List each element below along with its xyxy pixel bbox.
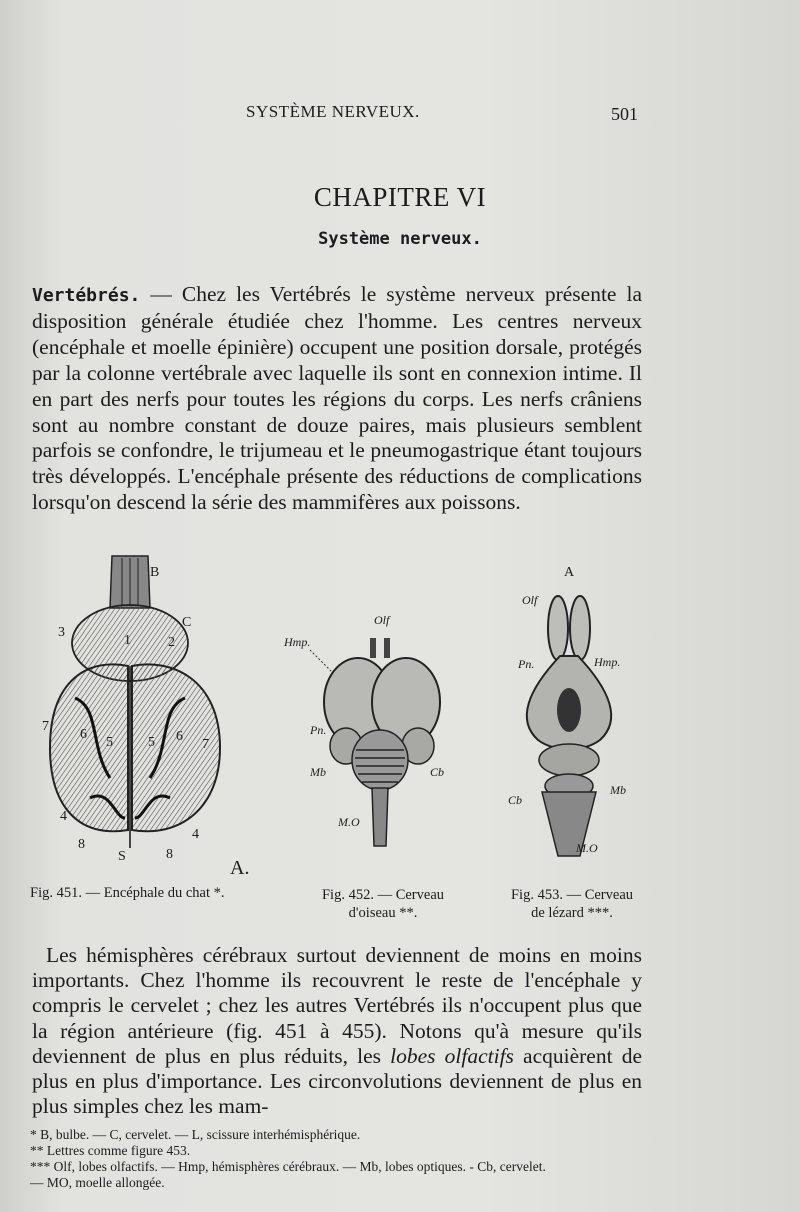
- label-Pn: Pn.: [310, 723, 327, 737]
- label-B: B: [150, 565, 160, 580]
- label-Hmp: Hmp.: [594, 655, 621, 669]
- paragraph-hemispheres: [32, 943, 642, 1119]
- label-Hmp: Hmp.: [284, 635, 311, 649]
- label-6-right: 6: [176, 729, 183, 744]
- footnote-3: *** Olf, lobes olfactifs. — Hmp, hémisphères cérébraux. — Mb, lobes optiques. - Cb, cervelet.: [30, 1159, 546, 1174]
- label-Mb: Mb: [610, 783, 626, 797]
- paragraph-text: — Chez les Vertébrés le système nerveux présente la disposition générale étudiée chez l'homme. Les centres nerveux (encéphale et moelle épinière) occupent une position dorsale, protégés par la colonne vertébrale avec laquelle ils sont en connexion intime. Il en part des nerfs pour toutes les régions du corps. Les nerfs crâniens sont au nombre constant de douze paires, mais plusieurs semblent parfois se confondre, le trijumeau et le pneumogastrique étant toujours très développés. L'encéphale présente des réductions de complications lorsqu'on descend la série des mammifères aux poissons.: [32, 282, 642, 515]
- label-Mb: Mb: [310, 765, 326, 779]
- label-8-right: 8: [166, 847, 173, 862]
- label-1: 1: [124, 633, 131, 648]
- label-Cb: Cb: [508, 793, 523, 807]
- figure-captions: [0, 876, 800, 926]
- figure-451-cat-brain: [30, 548, 290, 878]
- label-7-right: 7: [202, 737, 209, 752]
- page-number: 501: [611, 104, 638, 124]
- chapter-subtitle: Système nerveux.: [318, 229, 482, 249]
- caption-fig-453-line1: Fig. 453. — Cerveau: [510, 887, 634, 903]
- caption-fig-452-line1: Fig. 452. — Cerveau: [321, 887, 445, 903]
- label-8-left: 8: [78, 837, 85, 852]
- label-4-right: 4: [192, 827, 199, 842]
- label-3: 3: [58, 625, 65, 640]
- figure-452-bird-brain: [280, 610, 470, 855]
- label-Cb: Cb: [430, 765, 445, 779]
- chapter-title: CHAPITRE VI: [313, 182, 487, 212]
- label-4-left: 4: [60, 809, 67, 824]
- caption-fig-452: [298, 886, 468, 922]
- label-A: A: [564, 565, 575, 580]
- label-Olf: Olf: [374, 613, 390, 627]
- label-MO: M.O: [338, 815, 360, 829]
- optic-lobes-shape: [539, 744, 599, 776]
- running-title: SYSTÈME NERVEUX.: [246, 102, 420, 121]
- left-hemisphere-shape: [50, 664, 128, 831]
- caption-fig-451: Fig. 451. — Encéphale du chat *.: [30, 885, 225, 901]
- label-S: S: [118, 849, 126, 864]
- label-5-right: 5: [148, 735, 155, 750]
- footnotes: [30, 1127, 650, 1191]
- label-6-left: 6: [80, 727, 87, 742]
- label-Olf: Olf: [522, 593, 538, 607]
- label-7-left: 7: [42, 719, 49, 734]
- label-Pn: Pn.: [518, 657, 535, 671]
- paragraph-vertebres: [32, 282, 642, 516]
- paragraph-lead: Vertébrés.: [32, 285, 141, 306]
- caption-fig-453: [492, 886, 652, 922]
- footnote-2: ** Lettres comme figure 453.: [30, 1143, 191, 1158]
- signature-A: A.: [230, 857, 250, 878]
- caption-fig-452-line2: d'oiseau **.: [348, 905, 418, 921]
- footnote-4: — MO, moelle allongée.: [30, 1175, 165, 1190]
- cerebellum-shape: [352, 730, 408, 790]
- paragraph2-text-a: Les hémisphères cérébraux surtout deviennent de moins en moins importants. Chez l'homme ils recouvrent le reste de l'encéphale y compris le cervelet ; chez les autres Vertébrés ils n'occupent plus que la région antérieure (fig. 451 à 455). Notons qu'à mesure qu'ils deviennent de plus en plus réduits, les: [32, 943, 642, 1068]
- label-5-left: 5: [106, 735, 113, 750]
- paragraph2-italic: lobes olfactifs: [390, 1043, 514, 1068]
- figure-453-lizard-brain: [498, 560, 658, 870]
- label-2: 2: [168, 635, 175, 650]
- label-MO: M.O: [576, 841, 598, 855]
- running-header: [0, 102, 800, 128]
- paragraph2-text-b: acquièrent de plus en plus d'importance. Les circonvolutions deviennent de plus en plus simples chez les mam-: [32, 1043, 642, 1119]
- label-C: C: [182, 615, 192, 630]
- caption-fig-453-line2: de lézard ***.: [531, 905, 613, 921]
- footnote-1: * B, bulbe. — C, cervelet. — L, scissure interhémisphérique.: [30, 1127, 361, 1142]
